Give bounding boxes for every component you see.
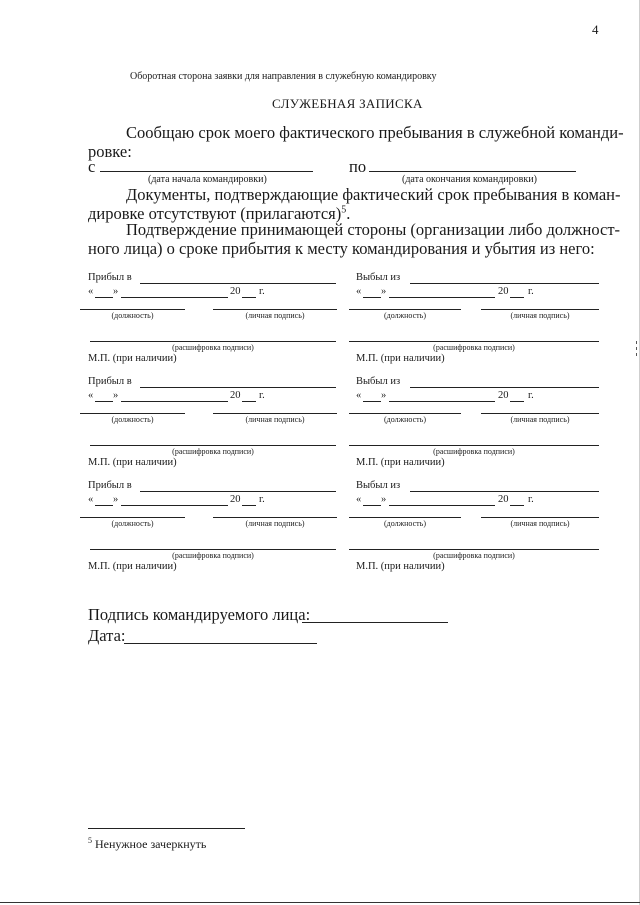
departure-position-field[interactable] [349,517,461,518]
departure-day-field[interactable] [363,401,381,402]
departure-quote-close: » [381,494,387,505]
departure-decoding-field[interactable] [349,341,599,342]
date-field[interactable] [124,643,317,644]
arrival-position-field[interactable] [80,517,185,518]
arrival-year-prefix: 20 [230,286,241,297]
arrival-quote-close: » [113,390,119,401]
departure-position-caption: (должность) [384,519,426,528]
departure-quote-close: » [381,390,387,401]
arrival-decoding-caption: (расшифровка подписи) [172,447,254,456]
intro-line-2: ровке: [88,142,132,161]
end-caption: (дата окончания командировки) [402,174,537,185]
arrival-place-field[interactable] [140,387,336,388]
scan-edge-bottom [0,902,640,903]
departure-place-field[interactable] [410,283,599,284]
confirmation-line-1: Подтверждение принимающей стороны (организации либо должност- [126,220,621,239]
departure-decoding-field[interactable] [349,445,599,446]
departure-signature-field[interactable] [481,309,599,310]
departure-year-field[interactable] [510,401,524,402]
arrival-day-field[interactable] [95,297,113,298]
arrival-position-caption: (должность) [111,415,154,424]
departure-decoding-field[interactable] [349,549,599,550]
arrival-position-field[interactable] [80,309,185,310]
departure-decoding-caption: (расшифровка подписи) [433,551,515,560]
departure-place-label: Выбыл из [356,272,401,283]
arrival-decoding-field[interactable] [90,445,336,446]
departure-signature-field[interactable] [481,517,599,518]
arrival-year-suffix: г. [259,390,265,401]
arrival-day-field[interactable] [95,505,113,506]
footnote-text: Ненужное зачеркнуть [95,837,207,851]
date-label: Дата: [88,626,126,645]
from-label: с [88,157,96,176]
arrival-year-suffix: г. [259,494,265,505]
departure-place-field[interactable] [410,387,599,388]
departure-place-label: Выбыл из [356,480,401,491]
departure-day-field[interactable] [363,505,381,506]
arrival-place-label: Прибыл в [88,376,132,387]
arrival-quote-open: « [88,494,94,505]
departure-year-field[interactable] [510,297,524,298]
arrival-signature-caption: (личная подпись) [245,519,305,528]
departure-year-suffix: г. [528,286,534,297]
confirmation-line-2: ного лица) о сроке прибытия к месту командирования и убытия из него: [88,239,595,258]
arrival-year-field[interactable] [242,505,256,506]
departure-year-prefix: 20 [498,390,509,401]
departure-quote-open: « [356,286,362,297]
scan-mark [636,341,637,344]
signature-label: Подпись командируемого лица: [88,605,311,624]
arrival-quote-open: « [88,286,94,297]
departure-place-label: Выбыл из [356,376,401,387]
intro-line-1: Сообщаю срок моего фактического пребывания в служебной команди- [126,123,624,142]
departure-signature-caption: (личная подпись) [510,311,570,320]
arrival-place-label: Прибыл в [88,272,132,283]
arrival-year-suffix: г. [259,286,265,297]
start-caption: (дата начала командировки) [148,174,267,185]
departure-stamp-label: М.П. (при наличии) [356,457,445,468]
arrival-signature-field[interactable] [213,517,337,518]
arrival-year-prefix: 20 [230,494,241,505]
arrival-month-field[interactable] [121,401,228,402]
departure-quote-open: « [356,390,362,401]
arrival-position-caption: (должность) [111,519,154,528]
arrival-stamp-label: М.П. (при наличии) [88,561,177,572]
arrival-month-field[interactable] [121,297,228,298]
arrival-quote-open: « [88,390,94,401]
arrival-quote-close: » [113,286,119,297]
arrival-year-prefix: 20 [230,390,241,401]
footnote-number: 5 [88,836,92,845]
departure-stamp-label: М.П. (при наличии) [356,353,445,364]
arrival-decoding-field[interactable] [90,341,336,342]
departure-position-caption: (должность) [384,415,426,424]
page-number: 4 [592,22,599,37]
departure-year-prefix: 20 [498,494,509,505]
departure-stamp-label: М.П. (при наличии) [356,561,445,572]
departure-place-field[interactable] [410,491,599,492]
arrival-decoding-caption: (расшифровка подписи) [172,551,254,560]
arrival-month-field[interactable] [121,505,228,506]
documents-line-2-text: дировке отсутствуют (прилагаются) [88,204,342,223]
end-date-field[interactable] [369,171,576,172]
arrival-place-label: Прибыл в [88,480,132,491]
departure-year-field[interactable] [510,505,524,506]
arrival-decoding-field[interactable] [90,549,336,550]
arrival-signature-caption: (личная подпись) [245,311,305,320]
arrival-place-field[interactable] [140,283,336,284]
departure-year-suffix: г. [528,494,534,505]
arrival-quote-close: » [113,494,119,505]
footnote-separator [88,828,245,829]
arrival-year-field[interactable] [242,297,256,298]
departure-position-field[interactable] [349,413,461,414]
arrival-signature-field[interactable] [213,309,337,310]
arrival-position-caption: (должность) [111,311,154,320]
departure-year-prefix: 20 [498,286,509,297]
start-date-field[interactable] [100,171,313,172]
documents-line-2-end: . [346,204,351,223]
departure-quote-close: » [381,286,387,297]
to-label: по [349,157,367,176]
departure-signature-caption: (личная подпись) [510,415,570,424]
departure-year-suffix: г. [528,390,534,401]
arrival-year-field[interactable] [242,401,256,402]
arrival-signature-caption: (личная подпись) [245,415,305,424]
scan-mark [636,353,637,356]
departure-decoding-caption: (расшифровка подписи) [433,343,515,352]
arrival-position-field[interactable] [80,413,185,414]
arrival-decoding-caption: (расшифровка подписи) [172,343,254,352]
arrival-stamp-label: М.П. (при наличии) [88,353,177,364]
departure-month-field[interactable] [389,297,495,298]
departure-quote-open: « [356,494,362,505]
departure-position-caption: (должность) [384,311,426,320]
departure-signature-field[interactable] [481,413,599,414]
arrival-place-field[interactable] [140,491,336,492]
footnote-ref: 5 [341,204,347,216]
footnote [88,836,206,852]
page-title: СЛУЖЕБНАЯ ЗАПИСКА [272,96,423,111]
scan-mark [636,347,637,350]
departure-decoding-caption: (расшифровка подписи) [433,447,515,456]
departure-month-field[interactable] [389,505,495,506]
departure-month-field[interactable] [389,401,495,402]
arrival-stamp-label: М.П. (при наличии) [88,457,177,468]
arrival-signature-field[interactable] [213,413,337,414]
arrival-day-field[interactable] [95,401,113,402]
header-note: Оборотная сторона заявки для направления в служебную командировку [130,71,437,82]
signature-field[interactable] [302,622,448,623]
documents-line-1: Документы, подтверждающие фактический срок пребывания в коман- [126,185,621,204]
departure-signature-caption: (личная подпись) [510,519,570,528]
departure-position-field[interactable] [349,309,461,310]
departure-day-field[interactable] [363,297,381,298]
